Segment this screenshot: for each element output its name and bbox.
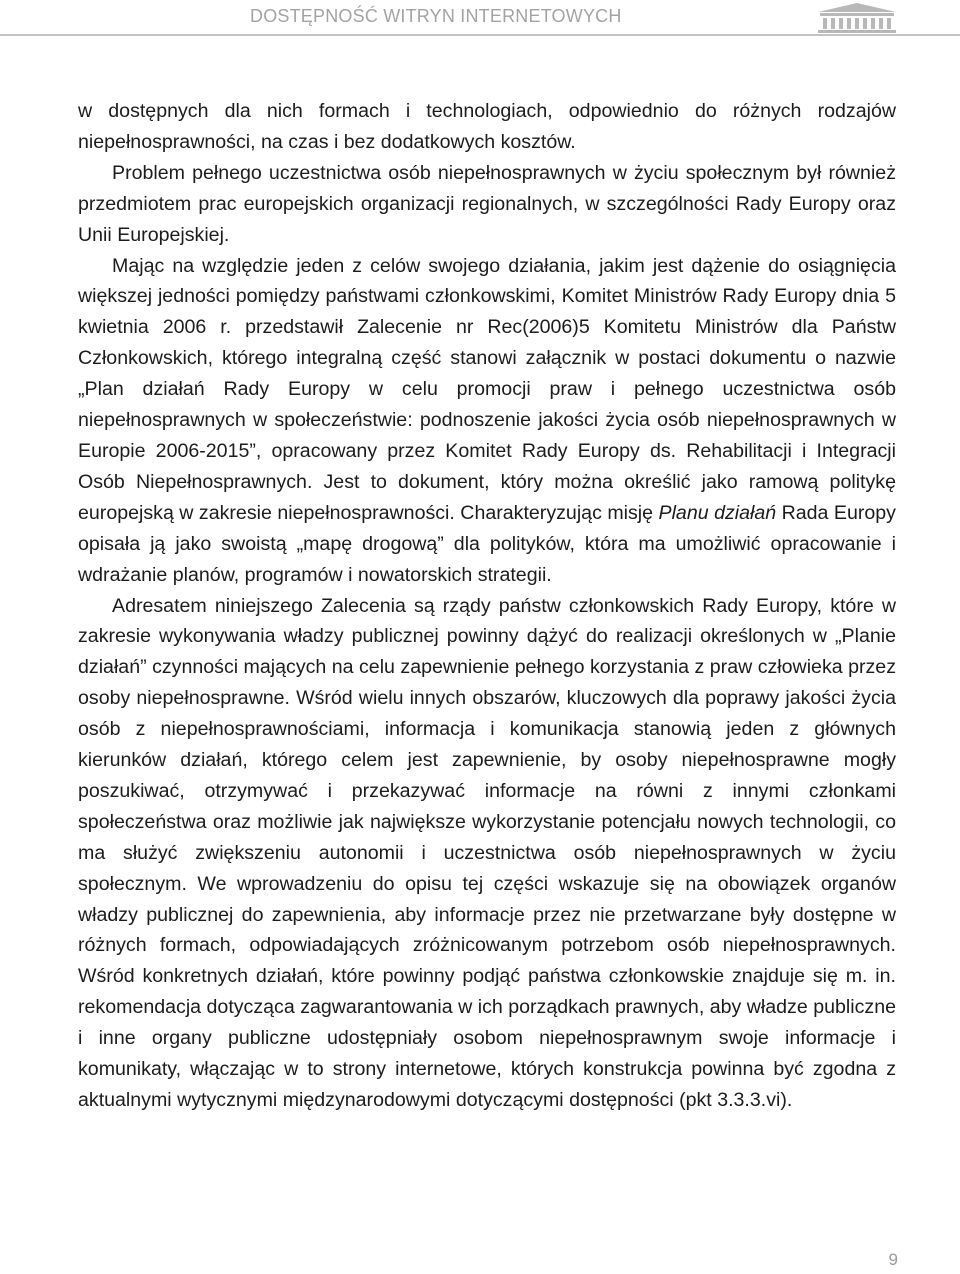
header-title: DOSTĘPNOŚĆ WITRYN INTERNETOWYCH	[250, 6, 622, 26]
paragraph-3	[78, 251, 896, 591]
building-columns-icon	[814, 2, 900, 34]
plan-title-italic: Planu działań	[658, 501, 777, 524]
paragraph-3-part-a: Mając na względzie jeden z celów swojego działania, jakim jest dążenie do osiągnięcia większej jedności pomiędzy państwami członkowskimi, Komitet Ministrów Rady Europy dnia 5 kwietnia 2006 r. przedstawił Zalecenie nr Rec(2006)5 Komitetu Ministrów dla Państw Członkowskich, którego integralną część stanowi załącznik w postaci dokumentu o nazwie „Plan działań Rady Europy w celu promocji praw i pełnego uczestnictwa osób niepełnosprawnych w społeczeństwie: podnoszenie jakości życia osób niepełnosprawnych w Europie 2006-2015”, opracowany przez Komitet Rady Europy ds. Rehabilitacji i Integracji Osób Niepełnosprawnych. Jest to dokument, który można określić jako ramową politykę europejską w zakresie niepełnosprawności. Charakteryzując misję	[78, 254, 896, 524]
paragraph-2: Problem pełnego uczestnictwa osób niepełnosprawnych w życiu społecznym był również przedmiotem prac europejskich organizacji regionalnych, w szczególności Rady Europy oraz Unii Europejskiej.	[78, 161, 896, 246]
body-text	[78, 96, 896, 1116]
paragraph-4: Adresatem niniejszego Zalecenia są rządy państw członkowskich Rady Europy, które w zakresie wykonywania władzy publicznej powinny dążyć do realizacji określonych w „Planie działań” czynności mających na celu zapewnienie pełnego korzystania z praw człowieka przez osoby niepełnosprawne. Wśród wielu innych obszarów, kluczowych dla poprawy jakości życia osób z niepełnosprawnościami, informacja i komunikacja stanowią jeden z głównych kierunków działań, którego celem jest zapewnienie, by osoby niepełnosprawne mogły poszukiwać, otrzymywać i przekazywać informacje na równi z innymi członkami społeczeństwa oraz możliwie jak największe wykorzystanie potencjału nowych technologii, co ma służyć zwiększeniu autonomii i uczestnictwa osób niepełnosprawnych w życiu społecznym. We wprowadzeniu do opisu tej części wskazuje się na obowiązek organów władzy publicznej do zapewnienia, aby informacje przez nie przetwarzane były dostępne w różnych formach, odpowiadających zróżnicowanym potrzebom osób niepełnosprawnych. Wśród konkretnych działań, które powinny podjąć państwa członkowskie znajduje się m. in. rekomendacja dotycząca zagwarantowania w ich porządkach prawnych, aby władze publiczne i inne organy publiczne udostępniały osobom niepełnosprawnym swoje informacje i komunikaty, włączając w to strony internetowe, których konstrukcja powinna być zgodna z aktualnymi wytycznymi międzynarodowymi dotyczącymi dostępności (pkt 3.3.3.vi).	[78, 594, 896, 1111]
paragraph-3-part-b: Rada Europy opisała ją jako swoistą „mapę drogową” dla polityków, która ma umożliwić opracowanie i wdrażanie planów, programów i nowatorskich strategii.	[78, 501, 896, 586]
paragraph-1: w dostępnych dla nich formach i technologiach, odpowiednio do różnych rodzajów niepełnosprawności, na czas i bez dodatkowych kosztów.	[78, 100, 896, 153]
running-header	[0, 0, 960, 36]
page-number: 9	[888, 1250, 898, 1269]
